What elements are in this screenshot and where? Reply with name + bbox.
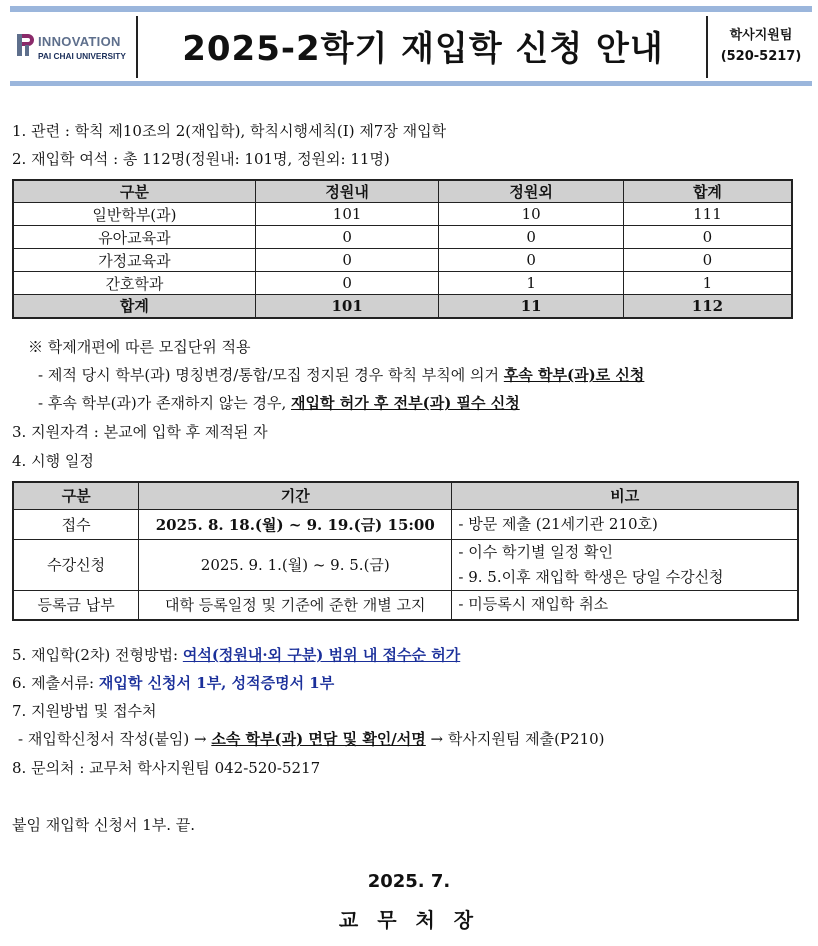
schedule-header-notes: 비고 — [452, 482, 798, 509]
selection-method-label: 5. 재입학(2차) 전형방법: — [12, 646, 183, 664]
table-row — [13, 272, 792, 295]
seats-total-cell: 합계 — [13, 295, 255, 318]
seats-cell: 10 — [439, 203, 624, 226]
schedule-note: - 이수 학기별 일정 확인 — [458, 542, 613, 561]
seats-total-cell: 112 — [623, 295, 792, 318]
schedule-category: 수강신청 — [13, 539, 139, 590]
item-seats: 2. 재입학 여석 : 총 112명(정원내: 101명, 정원외: 11명) — [12, 150, 390, 168]
note-1-emphasis: 후속 학부(과)로 신청 — [503, 366, 645, 384]
schedule-table — [12, 481, 799, 621]
application-step-3: → 학사지원팀 제출(P210) — [425, 730, 605, 748]
schedule-note: - 9. 5.이후 재입학 학생은 당일 수강신청 — [458, 567, 724, 586]
seats-cell: 가정교육과 — [13, 249, 255, 272]
schedule-note: - 방문 제출 (21세기관 210호) — [458, 514, 658, 533]
seats-cell: 0 — [623, 249, 792, 272]
header-divider-left — [136, 16, 138, 78]
schedule-period: 2025. 9. 1.(월) ~ 9. 5.(금) — [139, 539, 452, 590]
note-line-2 — [38, 392, 520, 413]
pai-chai-logo-icon — [16, 33, 36, 57]
documents-label: 6. 제출서류: — [12, 674, 99, 692]
note-2-text: - 후속 학부(과)가 존재하지 않는 경우, — [38, 394, 292, 412]
seats-total-row — [13, 295, 792, 318]
table-row — [13, 539, 798, 590]
seats-header-category: 구분 — [13, 180, 255, 203]
seats-cell: 0 — [439, 249, 624, 272]
university-logo — [16, 29, 134, 69]
table-row — [13, 509, 798, 539]
schedule-notes — [452, 590, 798, 620]
selection-method-value: 여석(정원내·외 구분) 범위 내 접수순 허가 — [182, 646, 461, 664]
note-1-text: - 제적 당시 학부(과) 명칭변경/통합/모집 정지된 경우 학칙 부칙에 의거 — [38, 366, 504, 384]
seats-cell: 0 — [255, 272, 439, 295]
seats-cell: 111 — [623, 203, 792, 226]
table-row — [13, 203, 792, 226]
schedule-header-category: 구분 — [13, 482, 139, 509]
table-row — [13, 590, 798, 620]
schedule-notes — [452, 509, 798, 539]
seats-cell: 유아교육과 — [13, 226, 255, 249]
schedule-category: 등록금 납부 — [13, 590, 139, 620]
schedule-table-header-row — [13, 482, 798, 509]
note-2-emphasis: 재입학 허가 후 전부(과) 필수 신청 — [291, 394, 520, 412]
documents-value: 재입학 신청서 1부, 성적증명서 1부 — [98, 674, 335, 692]
header-divider-right — [706, 16, 708, 78]
item-schedule: 4. 시행 일정 — [12, 452, 94, 470]
table-row — [13, 249, 792, 272]
seats-table-header-row — [13, 180, 792, 203]
schedule-notes — [452, 539, 798, 590]
attachment-note: 붙임 재입학 신청서 1부. 끝. — [12, 816, 196, 834]
document-date: 2025. 7. — [367, 871, 451, 892]
item-eligibility: 3. 지원자격 : 본교에 입학 후 제적된 자 — [12, 423, 268, 441]
seats-cell: 0 — [623, 226, 792, 249]
schedule-period: 2025. 8. 18.(월) ~ 9. 19.(금) 15:00 — [139, 509, 452, 539]
note-line-1 — [38, 364, 644, 385]
item-selection-method — [12, 644, 460, 665]
item-related-rules: 1. 관련 : 학칙 제10조의 2(재입학), 학칙시행세칙(Ⅰ) 제7장 재입학 — [12, 122, 447, 140]
seats-header-total: 합계 — [623, 180, 792, 203]
seats-cell: 101 — [255, 203, 439, 226]
application-step-2: 소속 학부(과) 면담 및 확인/서명 — [211, 730, 426, 748]
seats-total-cell: 11 — [439, 295, 624, 318]
application-step-1: - 재입학신청서 작성(붙임) → — [18, 730, 212, 748]
seats-total-cell: 101 — [255, 295, 439, 318]
item-documents — [12, 672, 334, 693]
department-box — [710, 25, 812, 67]
note-heading: ※ 학제개편에 따른 모집단위 적용 — [28, 338, 251, 356]
document-header — [10, 13, 812, 80]
logo-text-innovation: INNOVATION — [38, 34, 121, 49]
header-bottom-bar — [10, 81, 812, 86]
department-name: 학사지원팀 — [729, 28, 793, 43]
table-row — [13, 226, 792, 249]
seats-cell: 0 — [255, 249, 439, 272]
seats-header-within: 정원내 — [255, 180, 439, 203]
seats-table — [12, 179, 793, 319]
application-steps — [18, 728, 605, 749]
seats-cell: 간호학과 — [13, 272, 255, 295]
logo-text-university: PAI CHAI UNIVERSITY — [38, 51, 126, 61]
schedule-category: 접수 — [13, 509, 139, 539]
item-application-method: 7. 지원방법 및 접수처 — [12, 702, 157, 720]
header-top-bar — [10, 6, 812, 12]
schedule-period: 대학 등록일정 및 기준에 준한 개별 고지 — [139, 590, 452, 620]
department-phone: (520-5217) — [720, 49, 802, 64]
seats-cell: 일반학부(과) — [13, 203, 255, 226]
item-contact: 8. 문의처 : 교무처 학사지원팀 042-520-5217 — [12, 759, 321, 777]
seats-cell: 1 — [439, 272, 624, 295]
seats-cell: 0 — [439, 226, 624, 249]
seats-cell: 0 — [255, 226, 439, 249]
seats-header-outside: 정원외 — [439, 180, 624, 203]
schedule-note: - 미등록시 재입학 취소 — [458, 595, 609, 614]
seats-cell: 1 — [623, 272, 792, 295]
signer-title: 교 무 처 장 — [338, 908, 480, 932]
schedule-header-period: 기간 — [139, 482, 452, 509]
page-title: 2025-2학기 재입학 신청 안내 — [182, 29, 664, 69]
